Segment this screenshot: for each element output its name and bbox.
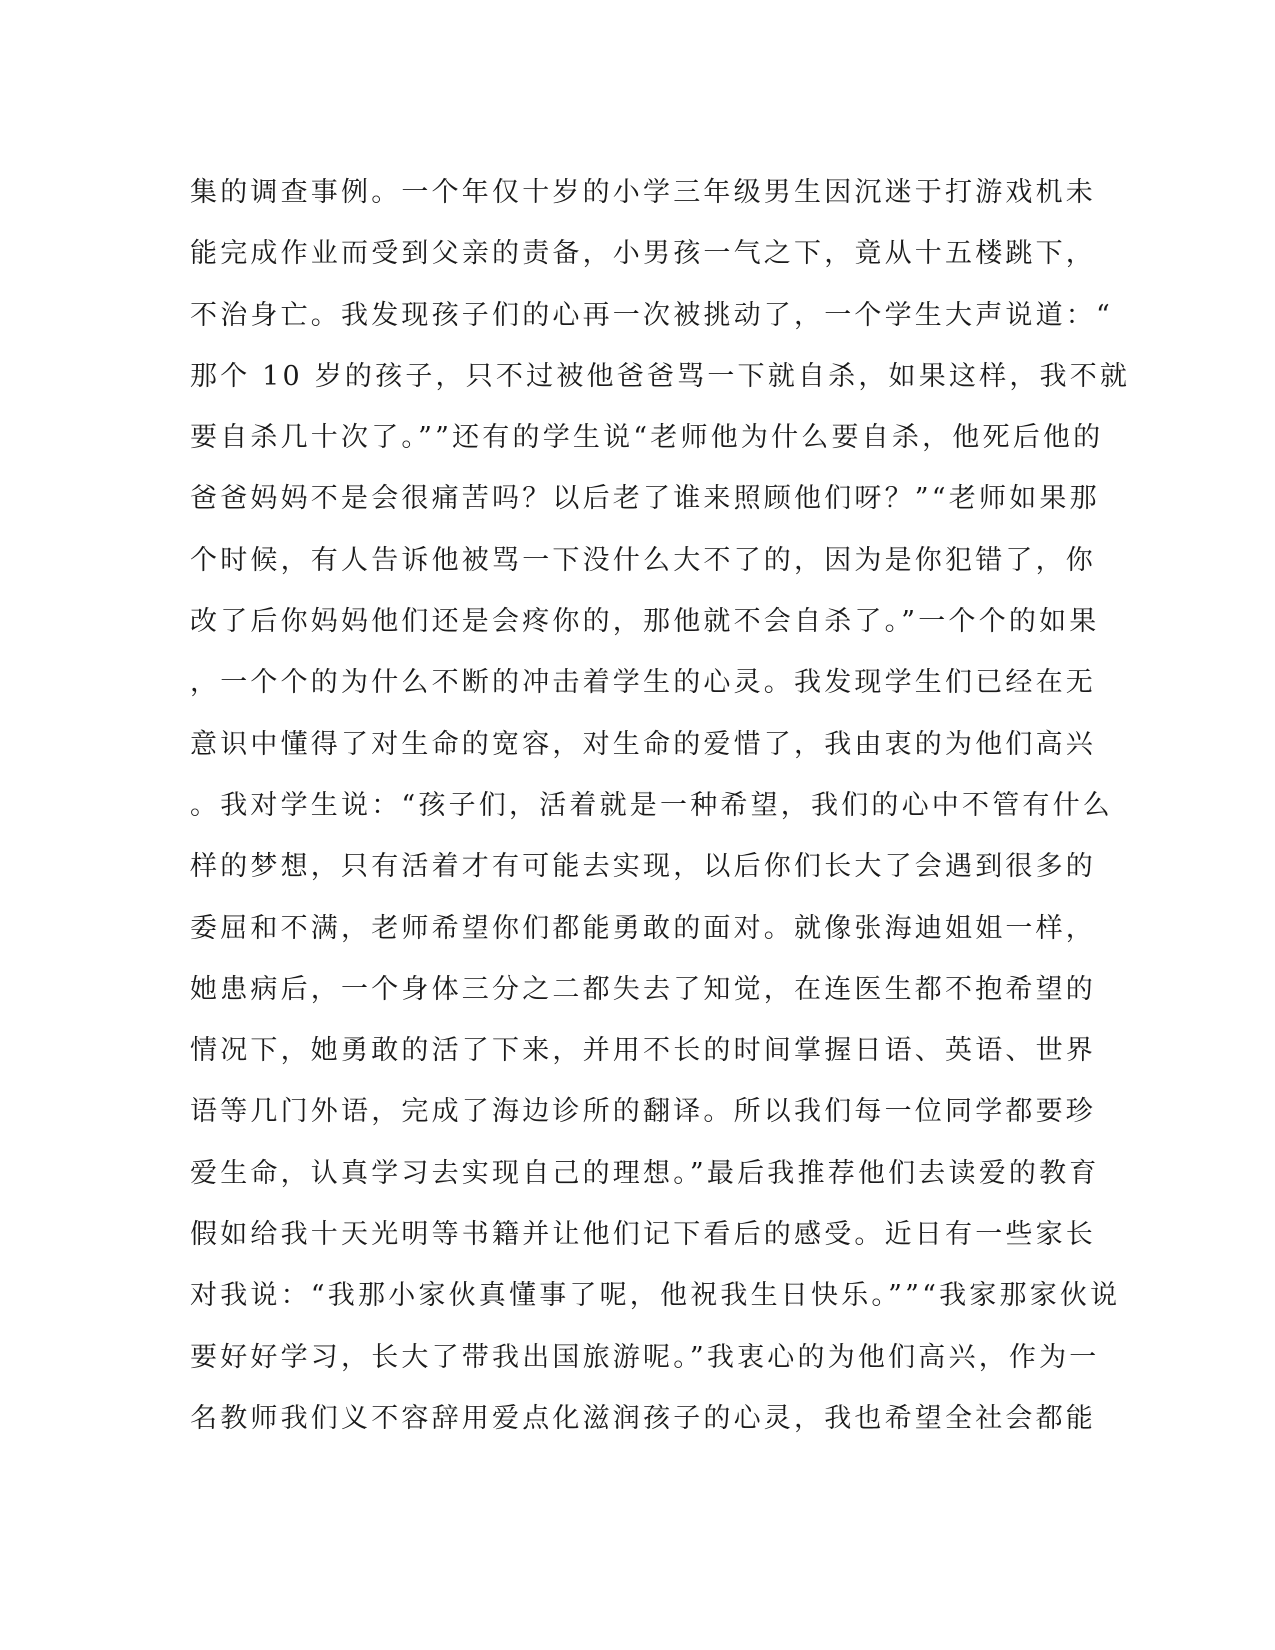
- text-line: 假如给我十天光明等书籍并让他们记下看后的感受。近日有一些家长: [190, 1219, 1096, 1251]
- text-line: 。我对学生说：“孩子们，活着就是一种希望，我们的心中不管有什么: [190, 789, 1114, 821]
- text-line: 不治身亡。我发现孩子们的心再一次被挑动了，一个学生大声说道：“: [190, 299, 1114, 331]
- text-line: 名教师我们义不容辞用爱点化滋润孩子的心灵，我也希望全社会都能: [190, 1402, 1096, 1434]
- text-line: 意识中懂得了对生命的宽容，对生命的爱惜了，我由衷的为他们高兴: [190, 728, 1096, 760]
- text-line: 情况下，她勇敢的活了下来，并用不长的时间掌握日语、英语、世界: [190, 1035, 1096, 1067]
- text-line: 要自杀几十次了。””还有的学生说“老师他为什么要自杀，他死后他的: [190, 422, 1104, 454]
- text-line: 个时候，有人告诉他被骂一下没什么大不了的，因为是你犯错了，你: [190, 544, 1096, 576]
- body-text: [190, 162, 1131, 1449]
- text-line: 爱生命，认真学习去实现自己的理想。”最后我推荐他们去读爱的教育: [190, 1157, 1100, 1189]
- text-line: 她患病后，一个身体三分之二都失去了知觉，在连医生都不抱希望的: [190, 973, 1096, 1005]
- text-line: 委屈和不满，老师希望你们都能勇敢的面对。就像张海迪姐姐一样，: [190, 912, 1096, 944]
- text-line: 改了后你妈妈他们还是会疼你的，那他就不会自杀了。”一个个的如果: [190, 606, 1100, 638]
- text-line: 爸爸妈妈不是会很痛苦吗？以后老了谁来照顾他们呀？”“老师如果那: [190, 483, 1100, 515]
- text-line: 对我说：“我那小家伙真懂事了呢，他祝我生日快乐。””“我家那家伙说: [190, 1280, 1121, 1312]
- text-line: 能完成作业而受到父亲的责备，小男孩一气之下，竟从十五楼跳下，: [190, 238, 1096, 270]
- text-line: 那个 10 岁的孩子，只不过被他爸爸骂一下就自杀，如果这样，我不就: [190, 360, 1131, 392]
- text-line: 语等几门外语，完成了海边诊所的翻译。所以我们每一位同学都要珍: [190, 1096, 1096, 1128]
- text-line: 要好好学习，长大了带我出国旅游呢。”我衷心的为他们高兴，作为一: [190, 1341, 1100, 1373]
- text-line: ，一个个的为什么不断的冲击着学生的心灵。我发现学生们已经在无: [190, 667, 1096, 699]
- text-line: 样的梦想，只有活着才有可能去实现，以后你们长大了会遇到很多的: [190, 851, 1096, 883]
- text-line: 集的调查事例。一个年仅十岁的小学三年级男生因沉迷于打游戏机未: [190, 177, 1096, 208]
